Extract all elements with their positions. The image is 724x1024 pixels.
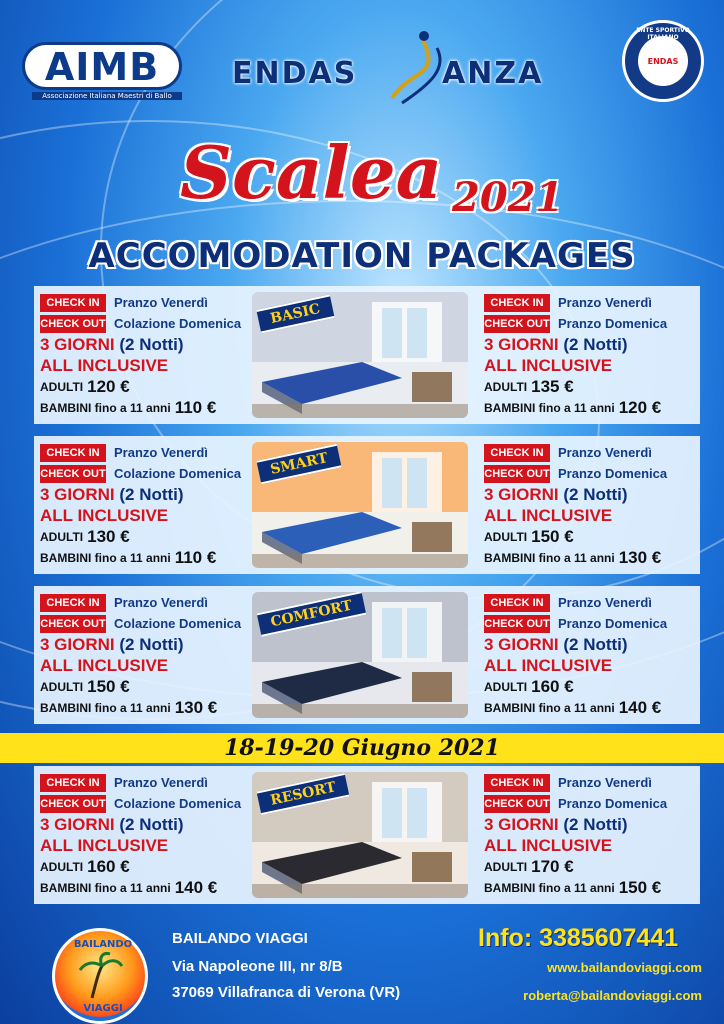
- adult-price: 170 €: [531, 856, 574, 876]
- all-inclusive-label: ALL INCLUSIVE: [40, 655, 169, 675]
- check-out-value: Colazione Domenica: [114, 466, 242, 481]
- check-out-value: Pranzo Domenica: [558, 796, 668, 811]
- package-name-ribbon: BASIC: [256, 295, 334, 334]
- check-out-value: Pranzo Domenica: [558, 616, 668, 631]
- package-row: [34, 436, 700, 574]
- package-option-left: [40, 592, 252, 718]
- all-inclusive-label: ALL INCLUSIVE: [40, 835, 169, 855]
- event-dates-band: [0, 733, 724, 763]
- check-in-badge: CHECK IN: [484, 444, 550, 462]
- check-out-value: Colazione Domenica: [114, 796, 242, 811]
- check-out-badge: CHECK OUT: [40, 795, 106, 813]
- adult-label: ADULTI: [40, 859, 84, 874]
- check-in-badge: CHECK IN: [484, 594, 550, 612]
- child-price: 110 €: [174, 397, 217, 417]
- check-in-value: Pranzo Venerdì: [558, 295, 652, 310]
- bailando-viaggi-logo: [52, 928, 148, 1024]
- check-in-value: Pranzo Venerdì: [558, 775, 652, 790]
- package-option-right: [484, 442, 696, 568]
- website-link[interactable]: www.bailandoviaggi.com: [547, 960, 702, 975]
- room-photo: [252, 442, 468, 568]
- info-phone: Info: 3385607441: [478, 924, 679, 952]
- child-price: 150 €: [618, 877, 662, 897]
- ente-badge-center-text: ENDAS: [647, 56, 679, 66]
- endas-logo-right: ANZA: [442, 56, 544, 91]
- duration-days: 3 GIORNI: [40, 814, 115, 834]
- child-label: BAMBINI fino a 11 anni: [484, 400, 615, 415]
- adult-price: 160 €: [531, 676, 574, 696]
- duration-nights: (2 Notti): [119, 334, 184, 354]
- package-name-ribbon: RESORT: [256, 773, 349, 815]
- duration-nights: (2 Notti): [563, 334, 628, 354]
- adult-label: ADULTI: [40, 679, 84, 694]
- ente-badge-center: [638, 36, 688, 86]
- package-option-right: [484, 292, 696, 418]
- check-in-badge: CHECK IN: [40, 444, 106, 462]
- child-price: 140 €: [174, 877, 218, 897]
- duration-nights: (2 Notti): [563, 814, 628, 834]
- page-subtitle: ACCOMODATION PACKAGES: [88, 236, 636, 276]
- event-dates: 18-19-20 Giugno 2021: [224, 735, 500, 761]
- check-in-value: Pranzo Venerdì: [114, 445, 208, 460]
- page-title-year: 2021: [452, 174, 564, 221]
- check-out-badge: CHECK OUT: [484, 465, 550, 483]
- adult-price: 160 €: [87, 856, 130, 876]
- check-out-value: Colazione Domenica: [114, 616, 242, 631]
- aimb-logo-subtitle: Associazione Italiana Maestri di Ballo: [32, 92, 182, 100]
- footer-logo-top: BAILANDO: [73, 939, 133, 950]
- check-in-value: Pranzo Venerdì: [558, 445, 652, 460]
- aimb-logo: [16, 36, 186, 106]
- check-out-badge: CHECK OUT: [484, 315, 550, 333]
- adult-label: ADULTI: [484, 859, 528, 874]
- package-row: [34, 286, 700, 424]
- adult-label: ADULTI: [484, 679, 528, 694]
- check-in-badge: CHECK IN: [40, 294, 106, 312]
- all-inclusive-label: ALL INCLUSIVE: [40, 355, 169, 375]
- all-inclusive-label: ALL INCLUSIVE: [484, 655, 613, 675]
- check-in-badge: CHECK IN: [40, 594, 106, 612]
- duration-nights: (2 Notti): [563, 634, 628, 654]
- adult-price: 150 €: [531, 526, 574, 546]
- duration-days: 3 GIORNI: [40, 484, 115, 504]
- package-row: [34, 586, 700, 724]
- package-name-ribbon: SMART: [256, 444, 341, 485]
- adult-label: ADULTI: [484, 529, 528, 544]
- duration-nights: (2 Notti): [119, 634, 184, 654]
- check-out-badge: CHECK OUT: [40, 465, 106, 483]
- child-price: 140 €: [618, 697, 662, 717]
- footer-logo-bottom: VIAGGI: [83, 1003, 123, 1014]
- child-label: BAMBINI fino a 11 anni: [40, 550, 171, 565]
- endas-logo-left: ENDAS: [232, 56, 358, 91]
- package-option-right: [484, 772, 696, 898]
- child-label: BAMBINI fino a 11 anni: [40, 700, 171, 715]
- child-price: 120 €: [618, 397, 662, 417]
- duration-days: 3 GIORNI: [484, 814, 559, 834]
- address-line-2: 37069 Villafranca di Verona (VR): [172, 984, 401, 1001]
- adult-price: 130 €: [87, 526, 130, 546]
- check-out-value: Pranzo Domenica: [558, 316, 668, 331]
- adult-price: 150 €: [87, 676, 130, 696]
- adult-label: ADULTI: [484, 379, 528, 394]
- check-in-badge: CHECK IN: [484, 294, 550, 312]
- child-price: 130 €: [174, 697, 218, 717]
- package-option-left: [40, 442, 252, 568]
- package-option-left: [40, 292, 252, 418]
- package-option-right: [484, 592, 696, 718]
- check-in-badge: CHECK IN: [484, 774, 550, 792]
- child-label: BAMBINI fino a 11 anni: [484, 550, 615, 565]
- adult-price: 135 €: [531, 376, 574, 396]
- duration-days: 3 GIORNI: [484, 334, 559, 354]
- all-inclusive-label: ALL INCLUSIVE: [484, 835, 613, 855]
- adult-price: 120 €: [87, 376, 130, 396]
- duration-nights: (2 Notti): [563, 484, 628, 504]
- check-out-value: Colazione Domenica: [114, 316, 242, 331]
- check-out-badge: CHECK OUT: [484, 615, 550, 633]
- check-in-value: Pranzo Venerdì: [114, 595, 208, 610]
- company-name: BAILANDO VIAGGI: [172, 930, 308, 947]
- aimb-logo-text: AIMB: [22, 42, 182, 90]
- package-option-left: [40, 772, 252, 898]
- child-label: BAMBINI fino a 11 anni: [484, 880, 615, 895]
- all-inclusive-label: ALL INCLUSIVE: [484, 505, 613, 525]
- ente-sportivo-badge: [622, 20, 704, 102]
- adult-label: ADULTI: [40, 379, 84, 394]
- child-price: 110 €: [174, 547, 217, 567]
- ente-badge-ring-text: ENTE SPORTIVO ITALIANO: [636, 27, 690, 41]
- check-in-value: Pranzo Venerdì: [558, 595, 652, 610]
- check-out-badge: CHECK OUT: [40, 315, 106, 333]
- child-label: BAMBINI fino a 11 anni: [40, 880, 171, 895]
- child-price: 130 €: [618, 547, 662, 567]
- check-in-value: Pranzo Venerdì: [114, 295, 208, 310]
- room-photo: [252, 592, 468, 718]
- endas-danza-logo: [232, 50, 552, 94]
- child-label: BAMBINI fino a 11 anni: [484, 700, 615, 715]
- duration-days: 3 GIORNI: [484, 634, 559, 654]
- check-out-value: Pranzo Domenica: [558, 466, 668, 481]
- duration-days: 3 GIORNI: [484, 484, 559, 504]
- all-inclusive-label: ALL INCLUSIVE: [40, 505, 169, 525]
- duration-nights: (2 Notti): [119, 484, 184, 504]
- child-label: BAMBINI fino a 11 anni: [40, 400, 171, 415]
- room-photo: [252, 292, 468, 418]
- all-inclusive-label: ALL INCLUSIVE: [484, 355, 613, 375]
- check-out-badge: CHECK OUT: [484, 795, 550, 813]
- package-row: [34, 766, 700, 904]
- duration-days: 3 GIORNI: [40, 634, 115, 654]
- check-out-badge: CHECK OUT: [40, 615, 106, 633]
- page-title: Scalea: [180, 130, 443, 215]
- duration-days: 3 GIORNI: [40, 334, 115, 354]
- package-name-ribbon: COMFORT: [257, 592, 366, 637]
- check-in-badge: CHECK IN: [40, 774, 106, 792]
- check-in-value: Pranzo Venerdì: [114, 775, 208, 790]
- email-link[interactable]: roberta@bailandoviaggi.com: [523, 988, 702, 1003]
- adult-label: ADULTI: [40, 529, 84, 544]
- address-line-1: Via Napoleone III, nr 8/B: [172, 958, 343, 975]
- room-photo: [252, 772, 468, 898]
- duration-nights: (2 Notti): [119, 814, 184, 834]
